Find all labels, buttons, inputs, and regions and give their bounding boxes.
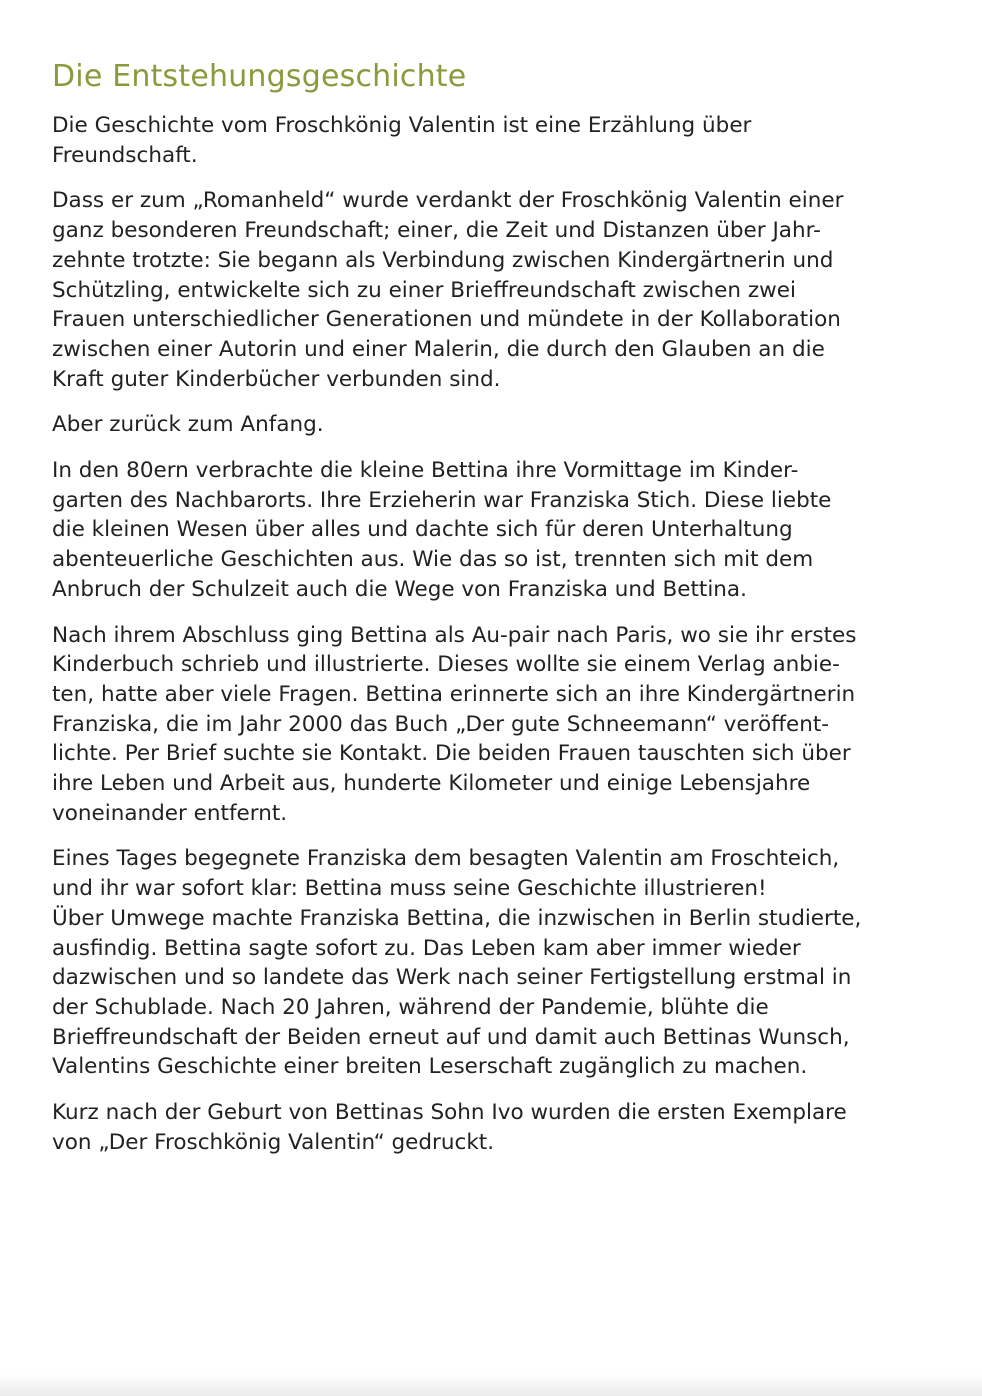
- paragraph-line: Anbruch der Schulzeit auch die Wege von Franziska und Bettina.: [52, 576, 747, 602]
- body-text: [52, 111, 932, 1158]
- paragraph-line: Über Umwege machte Franziska Bettina, die inzwischen in Berlin studierte,: [52, 905, 862, 931]
- paragraph-line: von „Der Froschkönig Valentin“ gedruckt.: [52, 1129, 495, 1155]
- paragraph-line: Kinderbuch schrieb und illustrierte. Dieses wollte sie einem Verlag anbie-: [52, 652, 840, 678]
- paragraph-line: Freundschaft.: [52, 142, 198, 168]
- paragraph-line: Aber zurück zum Anfang.: [52, 412, 324, 438]
- paragraph-line: die kleinen Wesen über alles und dachte sich für deren Unterhaltung: [52, 517, 793, 543]
- paragraph-line: Kraft guter Kinderbücher verbunden sind.: [52, 366, 501, 392]
- paragraph: [52, 456, 932, 605]
- paragraph: [52, 621, 932, 829]
- paragraph-line: zehnte trotzte: Sie begann als Verbindung zwischen Kindergärtnerin und: [52, 247, 834, 273]
- paragraph-line: Nach ihrem Abschluss ging Bettina als Au-pair nach Paris, wo sie ihr erstes: [52, 622, 857, 648]
- paragraph-line: ausfindig. Bettina sagte sofort zu. Das Leben kam aber immer wieder: [52, 935, 801, 961]
- paragraph-line: Kurz nach der Geburt von Bettinas Sohn Ivo wurden die ersten Exemplare: [52, 1100, 847, 1126]
- paragraph-line: Schützling, entwickelte sich zu einer Brieffreundschaft zwischen zwei: [52, 277, 796, 303]
- paragraph-line: garten des Nachbarorts. Ihre Erzieherin war Franziska Stich. Diese liebte: [52, 487, 832, 513]
- paragraph-line: Franziska, die im Jahr 2000 das Buch „Der gute Schneemann“ veröffent-: [52, 711, 830, 737]
- paragraph-line: lichte. Per Brief suchte sie Kontakt. Die beiden Frauen tauschten sich über: [52, 741, 851, 767]
- page-bottom-edge: [0, 1374, 982, 1396]
- paragraph-line: Frauen unterschiedlicher Generationen und mündete in der Kollaboration: [52, 307, 841, 333]
- paragraph-line: Valentins Geschichte einer breiten Leserschaft zugänglich zu machen.: [52, 1054, 808, 1080]
- page-title: Die Entstehungsgeschichte: [52, 59, 467, 94]
- paragraph-line: Brieffreundschaft der Beiden erneut auf und damit auch Bettinas Wunsch,: [52, 1024, 850, 1050]
- paragraph-line: und ihr war sofort klar: Bettina muss seine Geschichte illustrieren!: [52, 876, 767, 902]
- paragraph: [52, 111, 932, 170]
- paragraph-line: dazwischen und so landete das Werk nach seiner Fertigstellung erstmal in: [52, 965, 852, 991]
- paragraph-line: ihre Leben und Arbeit aus, hunderte Kilometer und einige Lebensjahre: [52, 771, 811, 797]
- paragraph-line: Dass er zum „Romanheld“ wurde verdankt der Froschkönig Valentin einer: [52, 188, 844, 214]
- paragraph: [52, 410, 932, 440]
- paragraph-line: abenteuerliche Geschichten aus. Wie das so ist, trennten sich mit dem: [52, 547, 814, 573]
- paragraph-line: der Schublade. Nach 20 Jahren, während der Pandemie, blühte die: [52, 994, 769, 1020]
- paragraph-line: Die Geschichte vom Froschkönig Valentin ist eine Erzählung über: [52, 113, 752, 138]
- document-page: [52, 56, 932, 1174]
- paragraph-line: Eines Tages begegnete Franziska dem besagten Valentin am Froschteich,: [52, 846, 840, 872]
- paragraph-line: ganz besonderen Freundschaft; einer, die Zeit und Distanzen über Jahr-: [52, 218, 821, 244]
- paragraph: [52, 186, 932, 394]
- paragraph: [52, 844, 932, 1082]
- paragraph-line: In den 80ern verbrachte die kleine Bettina ihre Vormittage im Kinder-: [52, 458, 799, 484]
- paragraph-line: voneinander entfernt.: [52, 800, 288, 826]
- paragraph: [52, 1098, 932, 1157]
- paragraph-line: zwischen einer Autorin und einer Malerin, die durch den Glauben an die: [52, 336, 825, 362]
- paragraph-line: ten, hatte aber viele Fragen. Bettina erinnerte sich an ihre Kindergärtnerin: [52, 681, 856, 707]
